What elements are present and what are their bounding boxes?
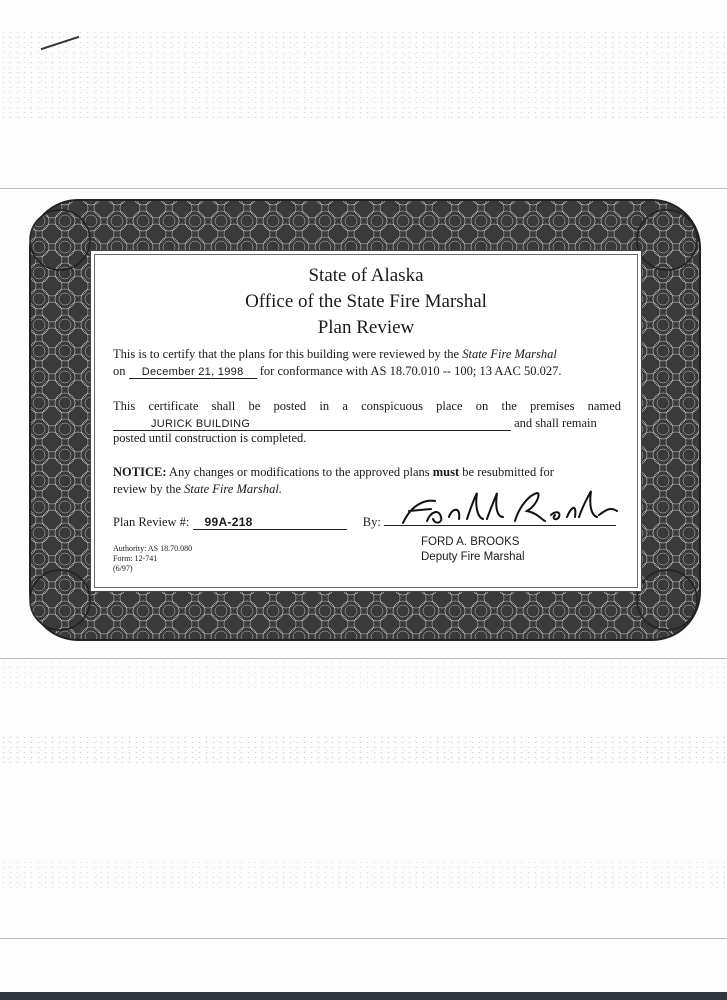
signer-name: FORD A. BROOKS	[421, 536, 520, 548]
signer-title: Deputy Fire Marshal	[421, 551, 525, 563]
form-number: Form: 12-741	[113, 554, 158, 563]
office-title: Office of the State Fire Marshal	[245, 291, 487, 312]
notice-label: NOTICE:	[113, 465, 167, 479]
plan-review-number-row: Plan Review #: 99A-218 By:	[113, 515, 621, 530]
certify-line-2: on December 21, 1998 for conformance with AS 18.70.010 -- 100; 13 AAC 50.027.	[113, 364, 562, 378]
plan-review-title: Plan Review	[317, 317, 415, 338]
certify-line-1: This is to certify that the plans for this building were reviewed by the State Fire Marshal	[113, 347, 557, 361]
fire-marshal-ref-1: State Fire Marshal	[462, 347, 557, 361]
state-title: State of Alaska	[308, 265, 424, 286]
posting-line-3: posted until construction is completed.	[113, 431, 307, 445]
form-date: (6/97)	[113, 564, 133, 573]
handwritten-signature	[391, 487, 631, 537]
posting-line-2: JURICK BUILDING and shall remain	[113, 416, 621, 431]
plan-review-number: 99A-218	[193, 515, 347, 530]
review-date: December 21, 1998	[129, 366, 257, 379]
fire-marshal-ref-2: State Fire Marshal.	[184, 482, 282, 496]
premises-name: JURICK BUILDING	[113, 418, 511, 431]
certificate-panel	[90, 250, 642, 592]
notice-line-2: review by the State Fire Marshal.	[113, 482, 282, 496]
authority-text: Authority: AS 18.70.080	[113, 544, 193, 553]
notice-line-1: NOTICE: Any changes or modifications to the approved plans must be resubmitted for	[113, 465, 554, 479]
posting-line-1: This certificate shall be posted in a conspicuous place on the premises named	[113, 399, 621, 413]
